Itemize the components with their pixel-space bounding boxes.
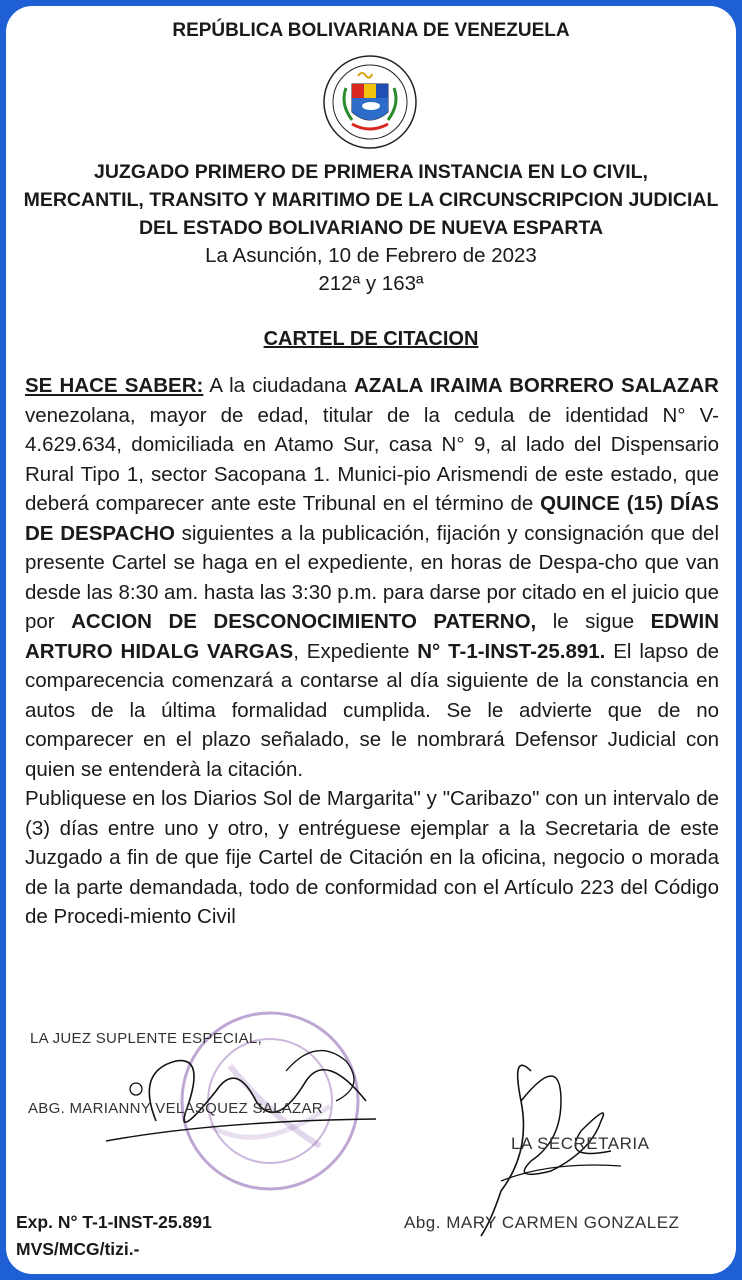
court-line-3: DEL ESTADO BOLIVARIANO DE NUEVA ESPARTA [138,217,604,239]
body-text-3: siguientes a la publicación, fijación y consignación que del presente Cartel se haga en el expediente, en horas de Despa-cho que van desde las 8:30 am. hasta las 3:30 p.m. para darse por citado en el juicio que por [25,521,720,633]
body-text-5: , Expediente [293,639,418,663]
action-text: ACCION DE DESCONOCIMIENTO PATERNO, [71,610,537,633]
footer-block [16,1209,212,1263]
plaintiff-name: EDWIN ARTURO HIDALG VARGAS [25,610,719,663]
paragraph-1 [25,371,719,784]
judge-name: ABG. MARIANNY VELASQUEZ SALAZAR [28,1100,323,1117]
judge-signature [66,1031,396,1161]
initials: MVS/MCG/tizi.- [16,1239,140,1259]
coat-of-arms-seal [322,54,418,150]
file-number: N° T-1-INST-25.891. [417,639,606,663]
document-card [6,6,736,1274]
body-text-4: le sigue [536,610,651,633]
body-text-6: El lapso de comparecencia comenzará a contarse al día siguiente de la constancia en autos de la última formalidad cumplida. Se le advierte que de no comparecer en el plazo señalado, se le nombrará Defensor Judicial con quien se entenderà la citación. [25,639,720,781]
lead-text: SE HACE SABER: [25,374,204,397]
term-text: QUINCE (15) DÍAS DE DESPACHO [25,492,719,545]
body-text-1: A la ciudadana [203,374,354,397]
secretary-name: Abg. MARY CARMEN GONZALEZ [404,1213,680,1232]
republic-heading: REPÚBLICA BOLIVARIANA DE VENEZUELA [172,20,570,41]
secretary-title: LA SECRETARIA [511,1134,650,1153]
court-line-2: MERCANTIL, TRANSITO Y MARITIMO DE LA CIRCUNSCRIPCION JUDICIAL [23,189,719,211]
document-title: CARTEL DE CITACION [263,328,479,350]
document-body [25,371,719,932]
citizen-name: AZALA IRAIMA BORRERO SALAZAR [353,374,719,397]
place-date-block [6,242,736,298]
file-reference: Exp. N° T-1-INST-25.891 [16,1212,212,1232]
paragraph-2: Publiquese en los Diarios Sol de Margarita" y "Caribazo" con un intervalo de (3) días entre uno y otro, y entréguese ejemplar a la Secretaria de este Juzgado a fin de que fije Cartel de Citación en la oficina, negocio o morada de la parte demandada, todo de conformidad con el Artículo 223 del Código de Procedi-miento Civil [25,787,719,928]
years: 212ª y 163ª [318,272,424,295]
court-heading [6,158,736,242]
body-text-2: venezolana, mayor de edad, titular de la cedula de identidad N° V-4.629.634, domiciliada en Atamo Sur, casa N° 9, al lado del Dispensario Rural Tipo 1, sector Sacopana 1. Munici-pio Arismendi de este estado, que deberá comparecer ante este Tribunal en el término de [25,403,719,515]
judge-title: LA JUEZ SUPLENTE ESPECIAL, [30,1030,263,1047]
court-line-1: JUZGADO PRIMERO DE PRIMERA INSTANCIA EN LO CIVIL, [94,161,648,183]
place-date: La Asunción, 10 de Febrero de 2023 [205,244,537,267]
